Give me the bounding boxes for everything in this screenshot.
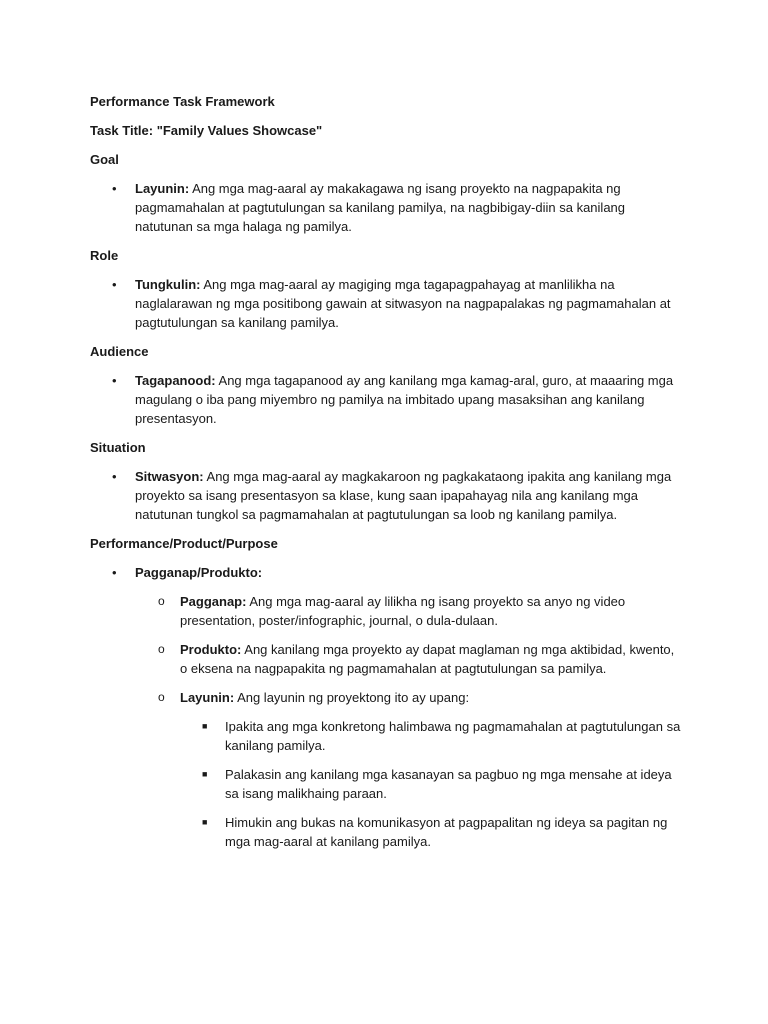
audience-text: Ang mga tagapanood ay ang kanilang mga kamag-aral, guro, at maaaring mga magulang o iba pang miyembro ng pamilya na imbitado upang masaksihan ang kanilang presentasyon.	[135, 373, 674, 426]
audience-label: Tagapanood:	[135, 373, 216, 388]
situation-item	[90, 467, 682, 524]
framework-title: Performance Task Framework	[90, 94, 275, 109]
purpose-item	[90, 717, 682, 755]
goal-text: Ang mga mag-aaral ay makakagawa ng isang proyekto na nagpapakita ng pagmamahalan at pagtutulungan sa kanilang pamilya, na nagbibigay-diin sa kanilang natutunan sa mga halaga ng pamilya.	[135, 181, 626, 234]
bullet-dot: •	[112, 181, 117, 196]
situation-text: Ang mga mag-aaral ay magkakaroon ng pagkakataong ipakita ang kanilang mga proyekto sa isang presentasyon sa klase, kung saan ipapahayag nila ang kanilang mga natutunan tungkol sa pagmamahalan at pagtutulungan sa loob ng kanilang pamilya.	[135, 469, 672, 522]
bullet-square: ■	[202, 721, 208, 731]
goal-label: Layunin:	[135, 181, 190, 196]
document-page	[90, 92, 682, 861]
bullet-dot: •	[112, 469, 117, 484]
purpose-item-text: Palakasin ang kanilang mga kasanayan sa pagbuo ng mga mensahe at ideya sa isang malikhaing paraan.	[225, 767, 672, 801]
performance-heading: Performance/Product/Purpose	[90, 536, 278, 551]
bullet-square: ■	[202, 769, 208, 779]
role-item	[90, 275, 682, 332]
produkto-item	[90, 640, 682, 678]
purpose-item	[90, 813, 682, 851]
audience-item	[90, 371, 682, 428]
bullet-dot: •	[112, 277, 117, 292]
bullet-circle: o	[158, 642, 165, 656]
role-label: Tungkulin:	[135, 277, 201, 292]
layunin-text: Ang layunin ng proyektong ito ay upang:	[234, 690, 470, 705]
role-heading: Role	[90, 248, 119, 263]
goal-item	[90, 179, 682, 236]
layunin-label: Layunin:	[180, 690, 235, 705]
bullet-circle: o	[158, 594, 165, 608]
pagganap-text: Ang mga mag-aaral ay lilikha ng isang proyekto sa anyo ng video presentation, poster/infographic, journal, o dula-dulaan.	[180, 594, 626, 628]
bullet-dot: •	[112, 565, 117, 580]
situation-heading: Situation	[90, 440, 146, 455]
task-title: Task Title: "Family Values Showcase"	[90, 123, 323, 138]
goal-heading: Goal	[90, 152, 119, 167]
bullet-circle: o	[158, 690, 165, 704]
situation-label: Sitwasyon:	[135, 469, 204, 484]
produkto-text: Ang kanilang mga proyekto ay dapat maglaman ng mga aktibidad, kwento, o eksena na nagpapakita ng pagmamahalan at pagtutulungan sa pamilya.	[180, 642, 675, 676]
purpose-item-text: Himukin ang bukas na komunikasyon at pagpapalitan ng ideya sa pagitan ng mga mag-aaral at kanilang pamilya.	[225, 815, 668, 849]
pagganap-item	[90, 592, 682, 630]
role-text: Ang mga mag-aaral ay magiging mga tagapagpahayag at manlilikha na naglalarawan ng mga positibong gawain at sitwasyon na nagpapalakas ng pagmamahalan at pagtutulungan sa kanilang pamilya.	[135, 277, 671, 330]
performance-item	[90, 563, 682, 582]
purpose-item	[90, 765, 682, 803]
produkto-label: Produkto:	[180, 642, 242, 657]
purpose-item-text: Ipakita ang mga konkretong halimbawa ng pagmamahalan at pagtutulungan sa kanilang pamilya.	[225, 719, 681, 753]
audience-heading: Audience	[90, 344, 149, 359]
pagganap-label: Pagganap:	[180, 594, 247, 609]
performance-label: Pagganap/Produkto:	[135, 565, 263, 580]
bullet-dot: •	[112, 373, 117, 388]
bullet-square: ■	[202, 817, 208, 827]
layunin-item	[90, 688, 682, 707]
